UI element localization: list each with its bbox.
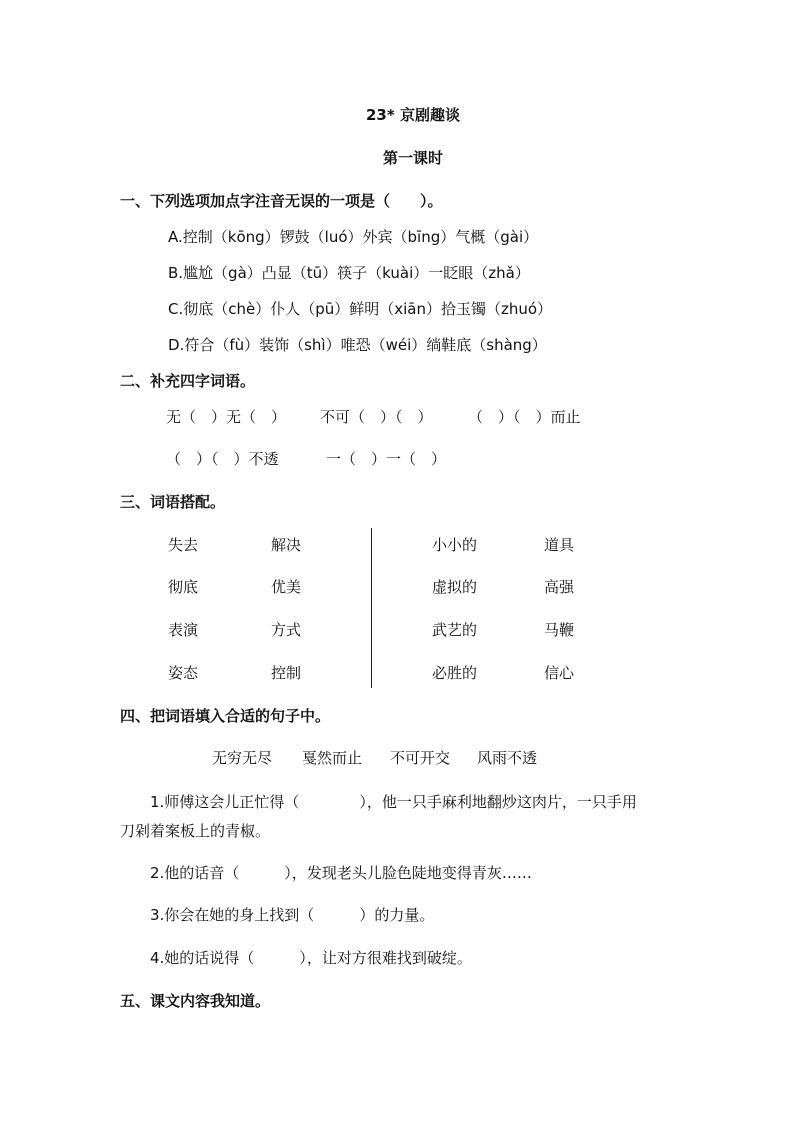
match-word: 控制 <box>271 664 302 682</box>
q2-item: 不可（ ）（ ） <box>320 408 433 426</box>
match-word: 表演 <box>168 621 199 639</box>
match-word: 失去 <box>168 536 199 554</box>
q2-item: 一（ ）一（ ） <box>326 450 447 468</box>
sentence-3: 3.你会在她的身上找到（ ）的力量。 <box>150 906 435 924</box>
q2-item: （ ）（ ）不透 <box>166 450 279 468</box>
column-divider <box>371 528 372 688</box>
word-bank-item: 戛然而止 <box>302 749 363 767</box>
match-word: 小小的 <box>432 536 478 554</box>
sentence-1: 1.师傅这会儿正忙得（ ），他一只手麻利地翻炒这肉片，一只手用 <box>150 793 637 811</box>
match-word: 解决 <box>271 536 302 554</box>
word-bank-item: 风雨不透 <box>477 749 538 767</box>
sentence-2: 2.他的话音（ ），发现老头儿脸色陡地变得青灰…… <box>150 864 532 882</box>
page-title: 23* 京剧趣谈 <box>366 106 460 124</box>
match-word: 武艺的 <box>432 621 478 639</box>
match-word: 彻底 <box>168 578 199 596</box>
word-bank-item: 不可开交 <box>390 749 451 767</box>
q2-item: 无（ ）无（ ） <box>166 408 287 426</box>
q1-option-b: B.尴尬（gà）凸显（tū）筷子（kuài）一眨眼（zhǎ） <box>168 264 530 282</box>
lesson-subtitle: 第一课时 <box>383 149 444 167</box>
q2-item: （ ）（ ）而止 <box>468 408 581 426</box>
match-word: 虚拟的 <box>432 578 478 596</box>
q3-heading: 三、词语搭配。 <box>120 493 226 511</box>
sentence-4: 4.她的话说得（ ），让对方很难找到破绽。 <box>150 949 472 967</box>
q4-heading: 四、把词语填入合适的句子中。 <box>120 707 331 725</box>
match-word: 马鞭 <box>544 621 575 639</box>
q5-heading: 五、课文内容我知道。 <box>120 992 271 1010</box>
match-word: 道具 <box>544 536 575 554</box>
q1-heading: 一、下列选项加点字注音无误的一项是（ ）。 <box>120 192 443 210</box>
q2-heading: 二、补充四字词语。 <box>120 372 256 390</box>
q1-option-c: C.彻底（chè）仆人（pū）鲜明（xiān）拾玉镯（zhuó） <box>168 300 553 318</box>
match-word: 优美 <box>271 578 302 596</box>
sentence-1-continued: 刀剁着案板上的青椒。 <box>120 822 271 840</box>
q1-option-d: D.符合（fù）装饰（shì）唯恐（wéi）绱鞋底（shàng） <box>168 336 547 354</box>
match-word: 方式 <box>271 621 302 639</box>
match-word: 信心 <box>544 664 575 682</box>
match-word: 姿态 <box>168 664 199 682</box>
match-word: 高强 <box>544 578 575 596</box>
q1-option-a: A.控制（kōng）锣鼓（luó）外宾（bīng）气概（gài） <box>168 228 539 246</box>
match-word: 必胜的 <box>432 664 478 682</box>
word-bank-item: 无穷无尽 <box>212 749 273 767</box>
